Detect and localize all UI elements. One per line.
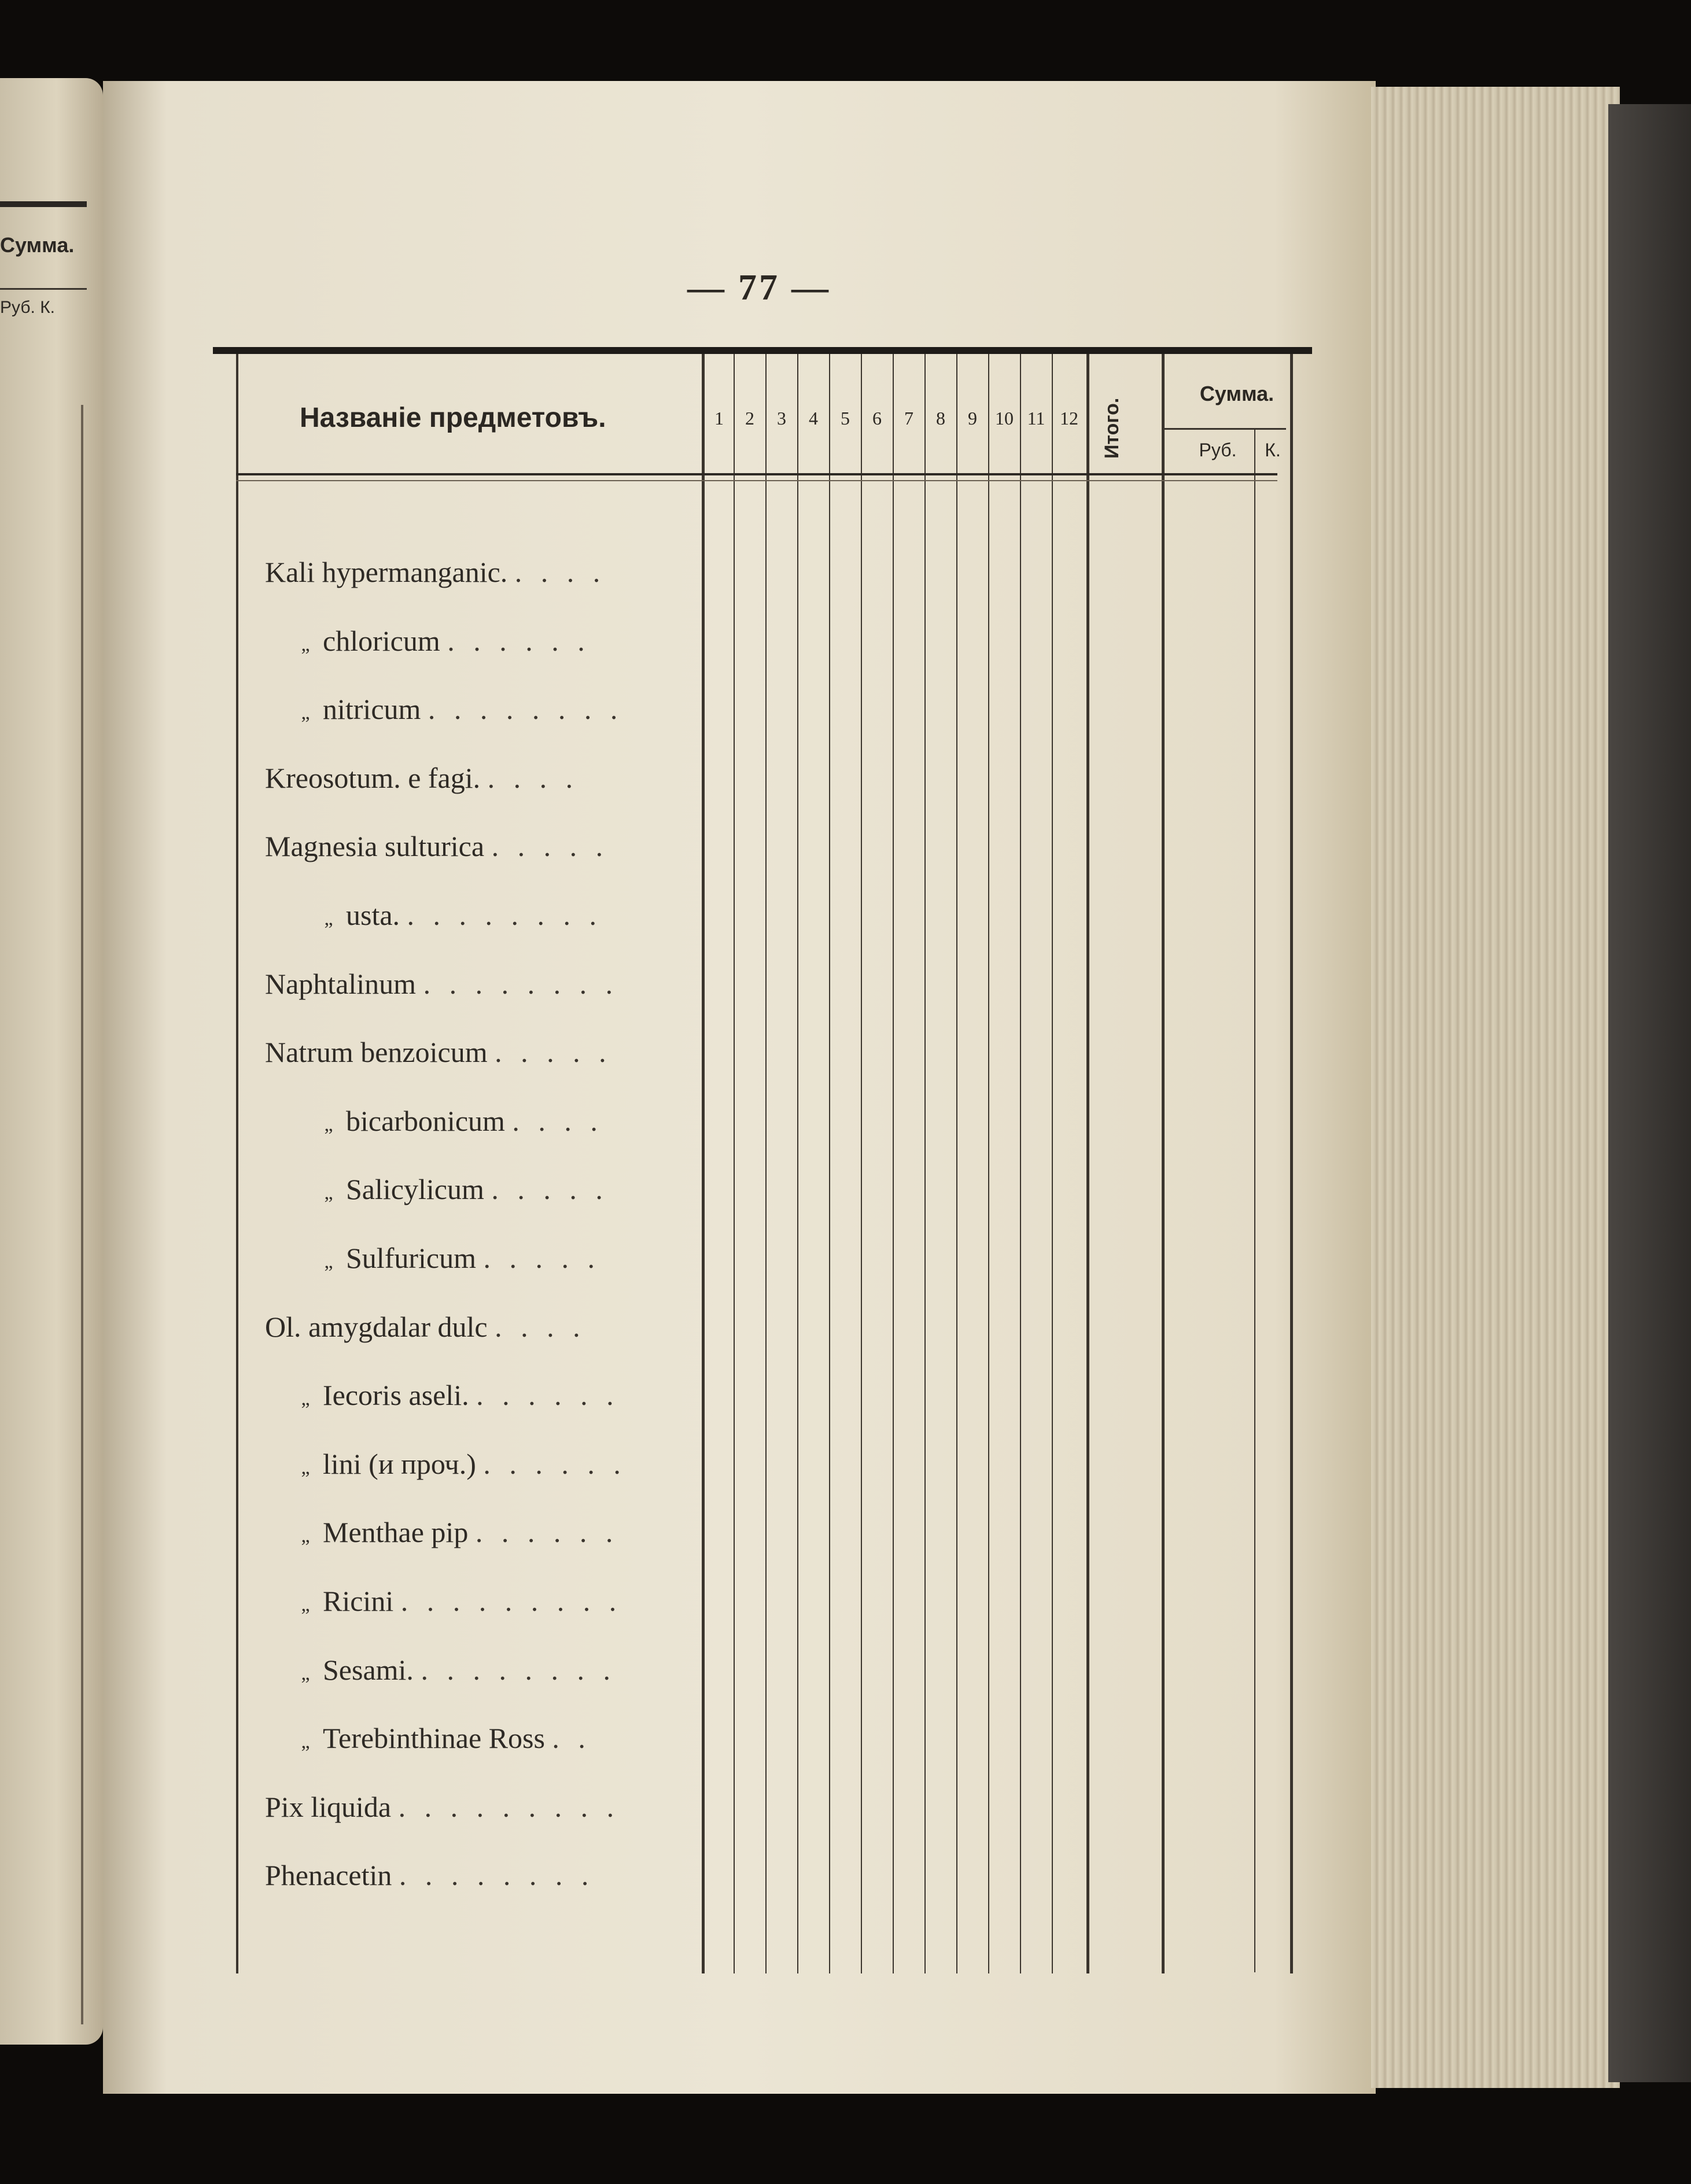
ditto-mark: „: [324, 1182, 333, 1204]
table-row: [265, 1155, 751, 1224]
item-name: Iecoris aseli.: [323, 1379, 469, 1412]
leader-dots: . . . .: [514, 556, 606, 588]
ditto-mark: „: [301, 633, 310, 655]
item-name: Sulfuricum: [346, 1241, 476, 1274]
sum-column-header: Сумма.: [1199, 382, 1274, 405]
ditto-mark: „: [301, 1525, 310, 1547]
item-name: Magnesia sulturica: [265, 830, 485, 863]
month-header-1: 1: [714, 408, 724, 429]
item-name: chloricum: [323, 624, 440, 657]
leader-dots: . . . . . .: [476, 1379, 620, 1412]
item-name: Pix liquida: [265, 1790, 392, 1823]
item-name: Terebinthinae Ross: [323, 1722, 545, 1755]
month-divider: [797, 354, 798, 1973]
table-row: [265, 1498, 751, 1567]
ditto-mark: „: [301, 702, 310, 724]
table-left-border: [236, 354, 238, 1973]
month-header-4: 4: [809, 408, 818, 429]
left-page-rule: [81, 405, 83, 2024]
leader-dots: . . . . . . . . .: [400, 1584, 622, 1617]
table-row: [265, 675, 751, 744]
sum-subheader-rule: [1165, 428, 1286, 430]
item-name: Natrum benzoicum: [265, 1036, 488, 1069]
month-divider: [924, 354, 926, 1973]
table-row: [265, 1841, 751, 1910]
month-header-3: 3: [777, 408, 786, 429]
month-divider: [956, 354, 957, 1973]
header-bottom-rule: [236, 473, 1277, 475]
leader-dots: . . . . . . . .: [407, 898, 603, 931]
leader-dots: . . . . . . . .: [428, 693, 624, 726]
month-header-8: 8: [936, 408, 945, 429]
table-row: [265, 1430, 751, 1499]
month-header-11: 11: [1027, 408, 1045, 429]
page-edges: [1371, 87, 1620, 2088]
table-row: [265, 1224, 751, 1293]
table-row: [265, 1293, 751, 1362]
ditto-mark: „: [324, 1113, 333, 1135]
table-row: [265, 1087, 751, 1156]
table-row: [265, 950, 751, 1019]
table-row: [265, 812, 751, 881]
leader-dots: . . . .: [487, 761, 579, 794]
leader-dots: . . . . . .: [475, 1516, 619, 1549]
item-name: Kali hypermanganic.: [265, 556, 508, 588]
leader-dots: . . . . .: [495, 1036, 612, 1069]
month-header-6: 6: [872, 408, 882, 429]
leader-dots: . . . .: [495, 1310, 586, 1343]
month-header-2: 2: [745, 408, 754, 429]
month-header-12: 12: [1060, 408, 1078, 429]
leader-dots: . . . . .: [491, 1173, 609, 1206]
item-name: lini (и проч.): [323, 1447, 476, 1480]
total-sum-divider: [1162, 354, 1165, 1973]
item-name: Phenacetin: [265, 1859, 392, 1892]
item-list: [265, 538, 751, 1910]
page-number: — 77 —: [687, 267, 831, 308]
item-name: Sesami.: [323, 1653, 414, 1686]
table-row: [265, 1704, 751, 1773]
item-name: Salicylicum: [346, 1173, 484, 1206]
item-name: Kreosotum. e fagi.: [265, 761, 481, 794]
kop-column-header: К.: [1265, 440, 1281, 460]
ditto-mark: „: [324, 1250, 333, 1272]
leader-dots: . . . . .: [491, 830, 609, 863]
table-row: [265, 1567, 751, 1636]
month-header-7: 7: [904, 408, 913, 429]
ditto-mark: „: [301, 1593, 310, 1615]
leader-dots: . . . . . .: [483, 1447, 627, 1480]
leader-dots: . . . . . .: [447, 624, 591, 657]
table-row: [265, 1773, 751, 1842]
total-column-header: Итого.: [1101, 397, 1123, 459]
item-name: usta.: [346, 898, 400, 931]
rub-kop-divider: [1254, 428, 1255, 1972]
rub-column-header: Руб.: [1199, 440, 1237, 460]
table-row: [265, 881, 751, 950]
item-name: bicarbonicum: [346, 1104, 505, 1137]
table-row: [265, 1018, 751, 1087]
leader-dots: . . . . . . . .: [421, 1653, 616, 1686]
ditto-mark: „: [301, 1662, 310, 1684]
table-row: [265, 1361, 751, 1430]
table-row: [265, 607, 751, 676]
name-column-header: Названіе предметовъ.: [300, 403, 606, 433]
table-right-border: [1290, 354, 1293, 1973]
leader-dots: . . . .: [512, 1104, 603, 1137]
left-rub-kop-header: Руб. К.: [0, 288, 87, 318]
month-divider: [861, 354, 862, 1973]
leader-dots: . .: [552, 1722, 591, 1755]
item-name: nitricum: [323, 693, 421, 726]
month-divider: [893, 354, 894, 1973]
month-header-5: 5: [841, 408, 850, 429]
month-divider: [1020, 354, 1021, 1973]
table-row: [265, 538, 751, 607]
month-divider: [765, 354, 767, 1973]
item-name: Naphtalinum: [265, 967, 417, 1000]
ditto-mark: „: [301, 1388, 310, 1410]
month-header-9: 9: [968, 408, 977, 429]
book-cover: [1608, 104, 1691, 2082]
header-bottom-rule-thin: [236, 480, 1277, 481]
item-name: Ricini: [323, 1584, 394, 1617]
item-name: Ol. amygdalar dulc: [265, 1310, 488, 1343]
ditto-mark: „: [301, 1456, 310, 1478]
months-total-divider: [1086, 354, 1089, 1973]
month-divider: [1052, 354, 1053, 1973]
item-name: Menthae pip: [323, 1516, 469, 1549]
ditto-mark: „: [324, 907, 333, 929]
left-sum-header: Сумма.: [0, 233, 75, 257]
leader-dots: . . . . . . . .: [423, 967, 619, 1000]
leader-dots: . . . . . . . .: [399, 1859, 595, 1892]
table-row: [265, 1636, 751, 1705]
month-divider: [829, 354, 830, 1973]
table-top-rule: [213, 347, 1312, 354]
month-divider: [988, 354, 989, 1973]
leader-dots: . . . . . . . . .: [398, 1790, 620, 1823]
month-header-10: 10: [995, 408, 1014, 429]
table-row: [265, 744, 751, 813]
left-page-header: [0, 201, 87, 410]
ledger-page: [103, 81, 1376, 2094]
ledger-table: [213, 347, 1312, 1978]
leader-dots: . . . . .: [483, 1241, 600, 1274]
ditto-mark: „: [301, 1731, 310, 1753]
